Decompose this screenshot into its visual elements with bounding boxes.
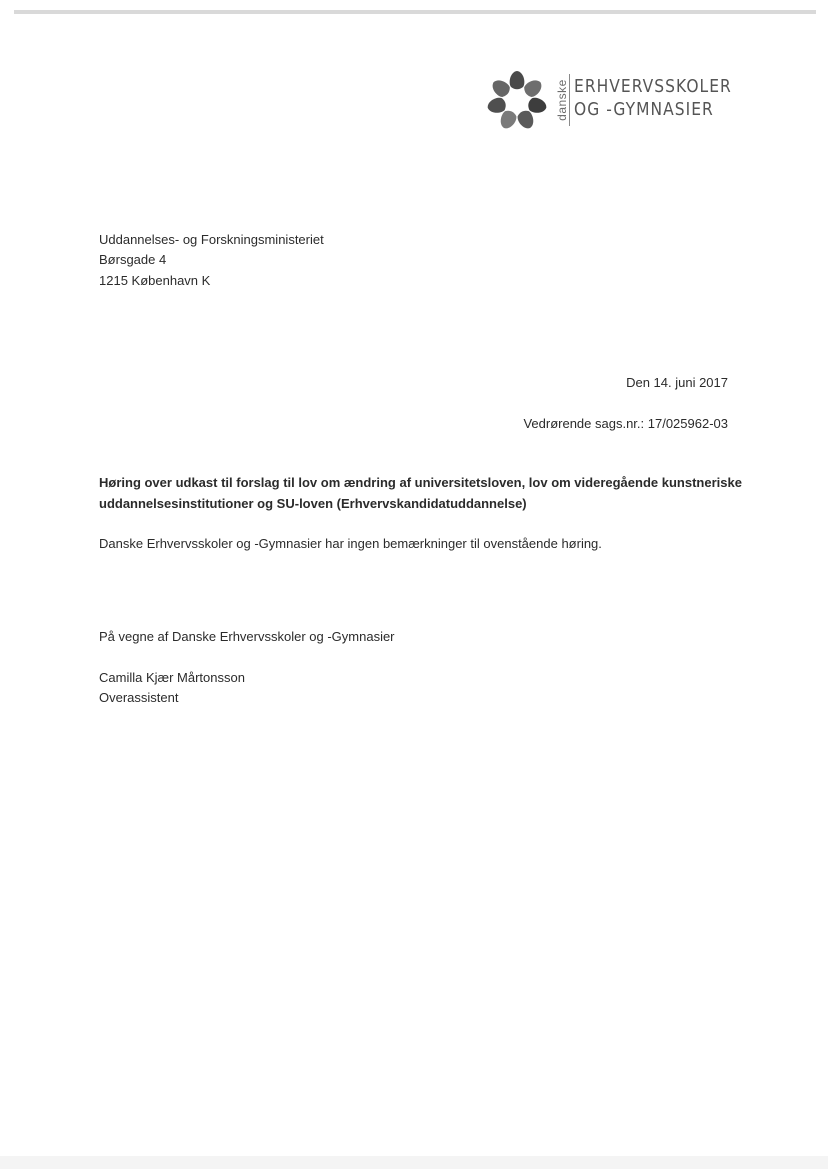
signer-name: Camilla Kjær Mårtonsson bbox=[99, 670, 245, 685]
logo-danske-word: danske bbox=[555, 79, 569, 121]
case-reference: Vedrørende sags.nr.: 17/025962-03 bbox=[523, 416, 728, 431]
subject-line-1: Høring over udkast til forslag til lov om ændring af universitetsloven, lov om videregående kunstneriske bbox=[99, 475, 742, 490]
logo-line-1: ERHVERVSSKOLER bbox=[574, 76, 732, 97]
letter-date: Den 14. juni 2017 bbox=[626, 375, 728, 390]
logo-petal bbox=[510, 71, 525, 89]
scan-top-edge bbox=[14, 10, 816, 14]
logo-divider bbox=[569, 74, 570, 126]
recipient-name: Uddannelses- og Forskningsministeriet bbox=[99, 232, 324, 247]
recipient-street: Børsgade 4 bbox=[99, 252, 167, 267]
recipient-city: 1215 København K bbox=[99, 273, 211, 288]
logo-petal bbox=[486, 96, 507, 114]
logo-line-2: OG -GYMNASIER bbox=[574, 99, 714, 120]
logo-petal bbox=[522, 77, 545, 100]
scan-bottom-edge bbox=[0, 1156, 828, 1169]
signer-title: Overassistent bbox=[99, 690, 179, 705]
body-paragraph: Danske Erhvervsskoler og -Gymnasier har ingen bemærkninger til ovenstående høring. bbox=[99, 536, 602, 551]
on-behalf-line: På vegne af Danske Erhvervsskoler og -Gymnasier bbox=[99, 629, 395, 644]
logo-petal bbox=[527, 96, 548, 114]
flower-icon bbox=[484, 68, 550, 134]
subject-line-2: uddannelsesinstitutioner og SU-loven (Erhvervskandidatuddannelse) bbox=[99, 496, 527, 511]
logo-petal bbox=[489, 77, 512, 100]
